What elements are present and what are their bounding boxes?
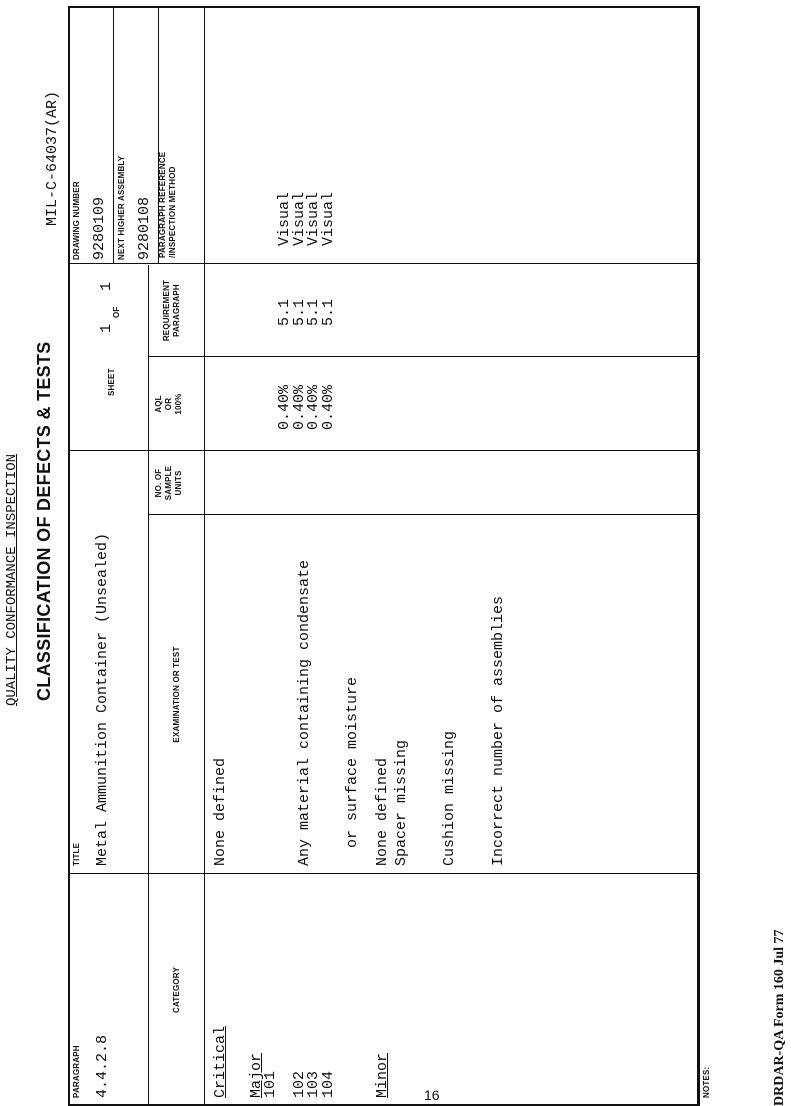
- next-higher-assembly-label: NEXT HIGHER ASSEMBLY: [117, 155, 126, 260]
- rule-sample-col: [148, 514, 697, 515]
- examination-item: Any material containing condensate: [296, 559, 313, 866]
- major-examinations: [264, 560, 540, 866]
- requirement-value: 5.1: [305, 298, 323, 326]
- spec-number: MIL-C-64037(AR): [44, 90, 61, 226]
- major-codes: [264, 1071, 336, 1098]
- rule-notes: [697, 6, 698, 1106]
- paragraph-label: PARAGRAPH: [72, 1045, 81, 1098]
- rule-header-bottom-left: [148, 265, 149, 1106]
- rule-req-col: [148, 356, 697, 357]
- major-method: [264, 192, 336, 246]
- minor-label: Minor: [374, 1052, 391, 1098]
- requirement-value: 5.1: [276, 298, 294, 326]
- aql-header: AQL OR 100%: [154, 393, 183, 415]
- requirement-value: 5.1: [319, 298, 337, 326]
- examination-header: EXAMINATION OR TEST: [172, 646, 181, 743]
- drawing-number-label: DRAWING NUMBER: [72, 181, 81, 260]
- page-subheading: CLASSIFICATION OF DEFECTS & TESTS: [34, 341, 54, 701]
- rule-drawing-block: [113, 6, 114, 264]
- examination-item: Cushion missing: [441, 730, 459, 866]
- sample-units-header: NO. OF SAMPLE UNITS: [154, 465, 183, 501]
- requirement-header: REQUIREMENT PARAGRAPH: [162, 279, 181, 342]
- title-label: TITLE: [72, 842, 81, 866]
- major-label: Major: [248, 1052, 265, 1098]
- major-code: 103: [305, 1070, 323, 1098]
- aql-value: 0.40%: [319, 384, 337, 430]
- sheet-number: 1: [98, 323, 115, 333]
- aql-value: 0.40%: [305, 384, 323, 430]
- form-footer: DRDAR-QA Form 160 Jul 77: [772, 929, 787, 1106]
- method-value: Visual: [290, 191, 308, 246]
- aql-value: 0.40%: [276, 384, 294, 430]
- drawing-number: 9280109: [91, 196, 108, 260]
- minor-text: None defined: [374, 757, 391, 866]
- method-value: Visual: [276, 191, 294, 246]
- aql-value: 0.40%: [290, 384, 308, 430]
- sheet-of: OF: [112, 306, 121, 318]
- major-code: 104: [319, 1070, 337, 1098]
- paragraph-reference-header: PARAGRAPH REFERENCE /INSPECTION METHOD: [158, 151, 177, 258]
- sheet-label: SHEET: [107, 368, 116, 396]
- rule-column-headers: [204, 6, 205, 1106]
- page-heading: QUALITY CONFORMANCE INSPECTION: [4, 453, 20, 706]
- page-number: 16: [424, 1087, 440, 1103]
- major-requirement: [264, 299, 336, 326]
- critical-label: Critical: [212, 1025, 229, 1098]
- sheet-total: 1: [98, 281, 115, 291]
- examination-item: Spacer missing: [392, 739, 410, 866]
- notes-label: NOTES:: [702, 1066, 711, 1098]
- major-aql: [264, 385, 336, 430]
- method-value: Visual: [319, 191, 337, 246]
- next-higher-assembly: 9280108: [136, 196, 153, 260]
- major-code: 101: [262, 1070, 279, 1098]
- paragraph-value: 4.4.2.8: [94, 1034, 111, 1098]
- rule-category-col: [68, 873, 700, 874]
- title-value: Metal Ammunition Container (Unsealed): [94, 532, 111, 866]
- examination-item: or surface moisture: [344, 676, 362, 866]
- method-value: Visual: [305, 191, 323, 246]
- critical-text: None defined: [212, 757, 229, 866]
- category-header: CATEGORY: [172, 966, 181, 1014]
- major-code: 102: [290, 1070, 308, 1098]
- requirement-value: 5.1: [290, 298, 308, 326]
- examination-item: Incorrect number of assemblies: [489, 595, 507, 866]
